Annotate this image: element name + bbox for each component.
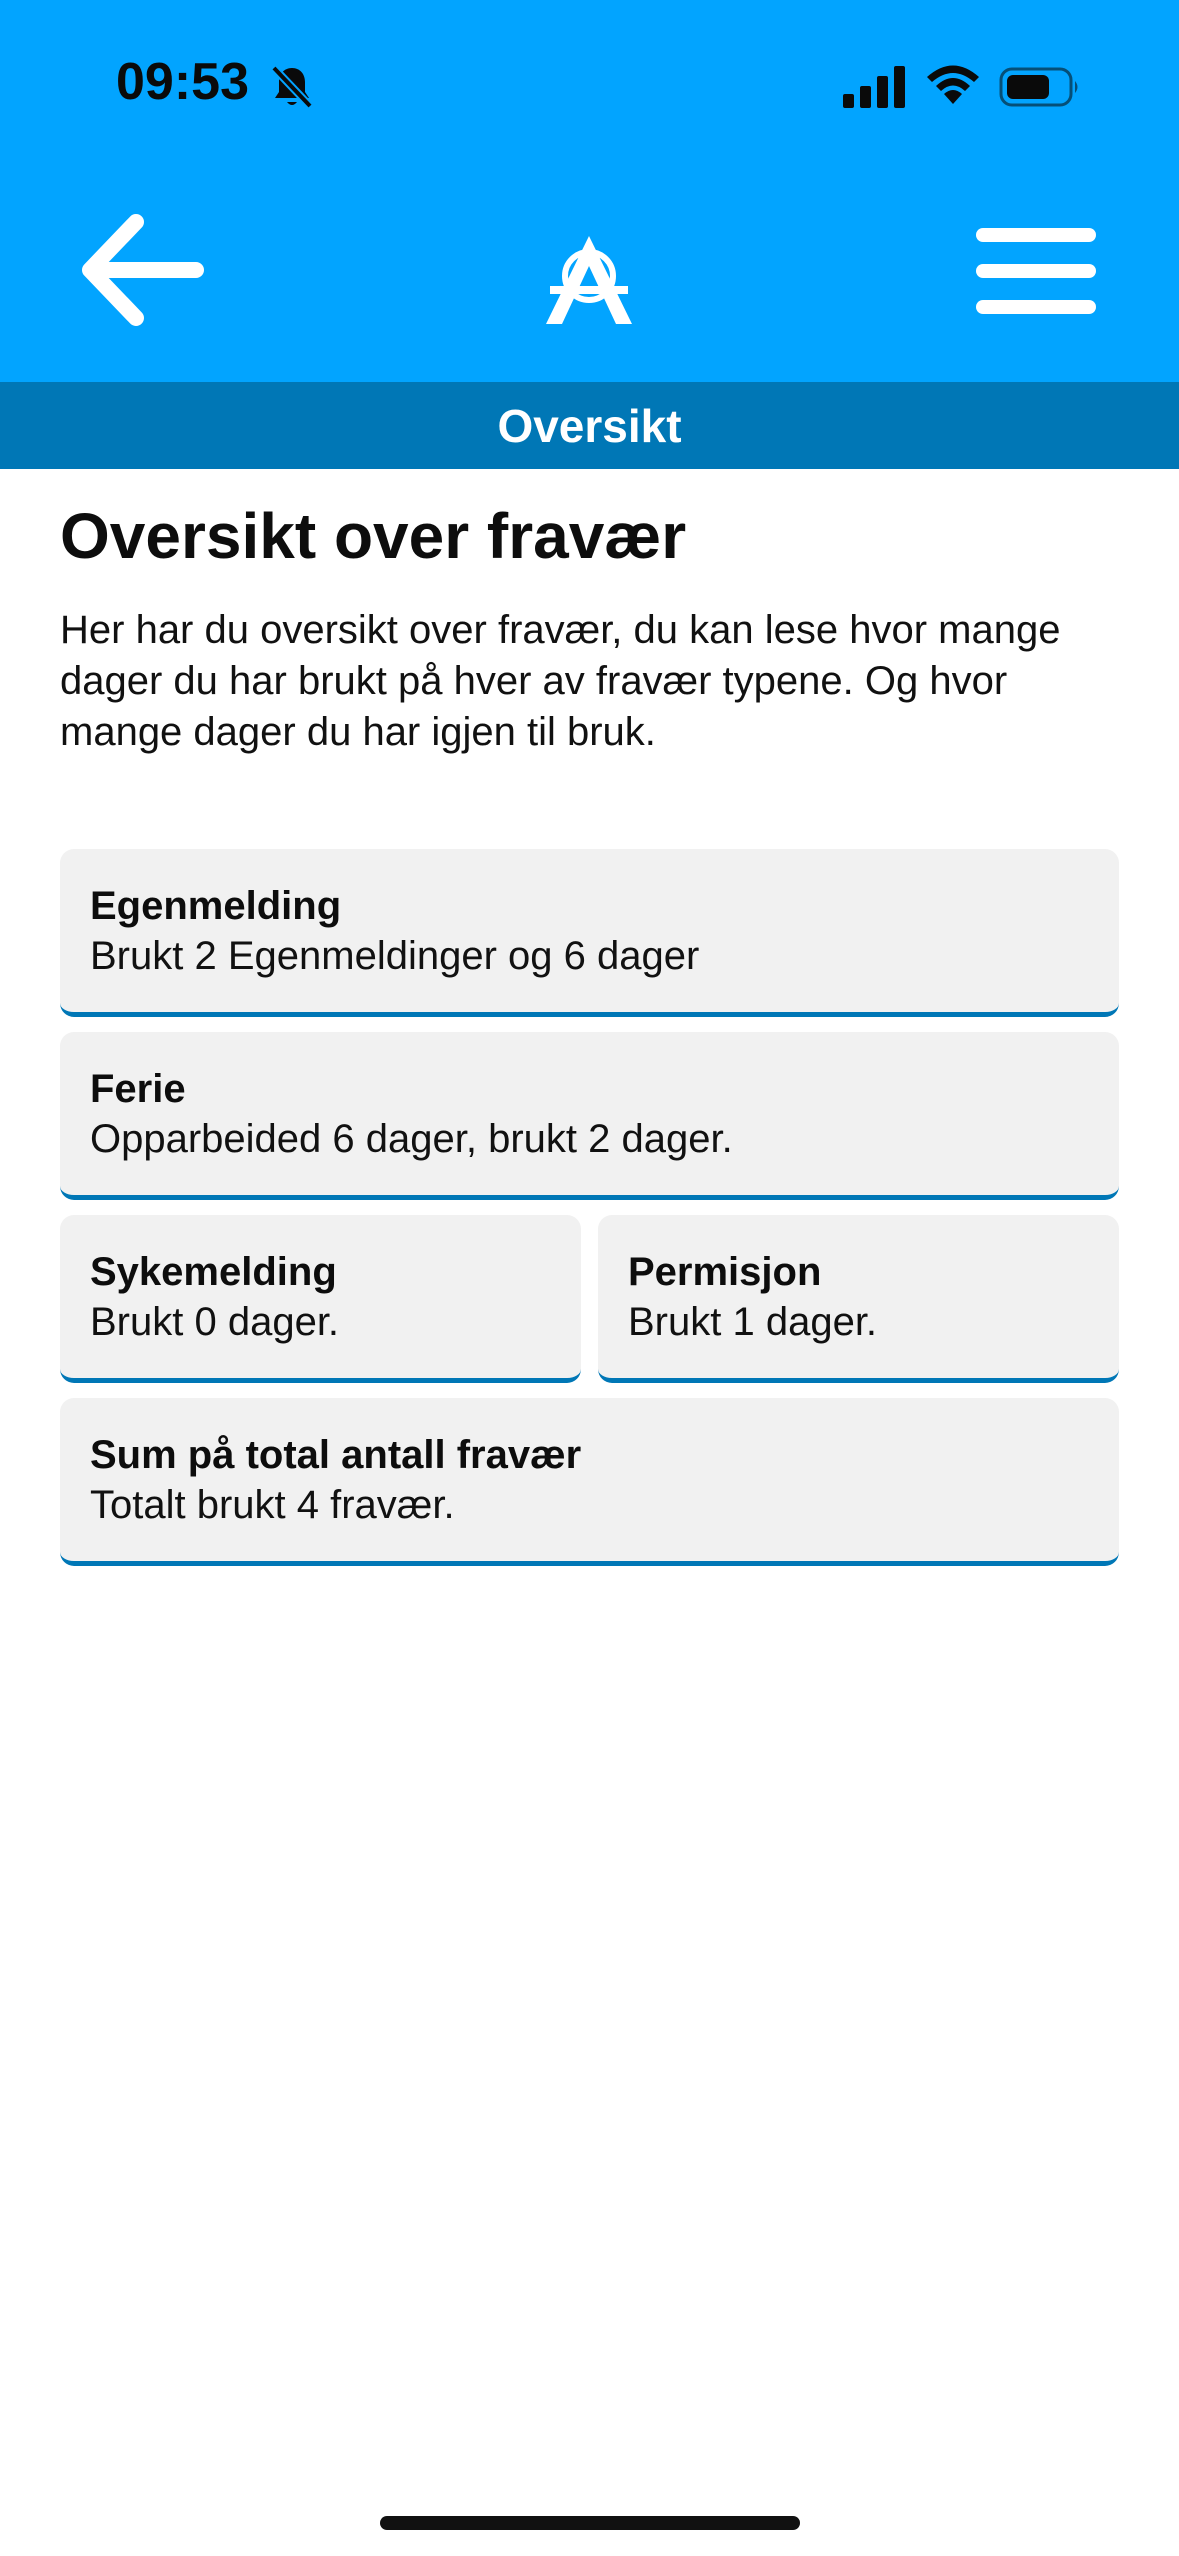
card-text: Totalt brukt 4 fravær. bbox=[90, 1483, 455, 1527]
page-title: Oversikt over fravær bbox=[60, 500, 687, 572]
subheader-title: Oversikt bbox=[497, 399, 682, 452]
card-permisjon[interactable] bbox=[598, 1215, 1119, 1383]
card-ferie[interactable] bbox=[60, 1032, 1119, 1200]
back-button[interactable] bbox=[80, 212, 204, 328]
card-title: Ferie bbox=[90, 1067, 186, 1111]
bell-slash-icon bbox=[270, 64, 314, 110]
card-egenmelding[interactable] bbox=[60, 849, 1119, 1017]
card-sykemelding[interactable] bbox=[60, 1215, 581, 1383]
app-logo-icon bbox=[540, 230, 638, 328]
intro-text: Her har du oversikt over fravær, du kan lese hvor mange dager du har brukt på hver av fravær typene. Og hvor mange dager du har igjen til bruk. bbox=[60, 608, 1061, 754]
card-title: Sykemelding bbox=[90, 1250, 337, 1294]
card-title: Permisjon bbox=[628, 1250, 822, 1294]
card-sum-total[interactable] bbox=[60, 1398, 1119, 1566]
card-text: Opparbeided 6 dager, brukt 2 dager. bbox=[90, 1117, 733, 1161]
card-text: Brukt 0 dager. bbox=[90, 1300, 340, 1344]
card-title: Egenmelding bbox=[90, 884, 342, 928]
wifi-icon bbox=[924, 62, 982, 108]
card-title: Sum på total antall fravær bbox=[90, 1433, 582, 1477]
battery-icon bbox=[999, 66, 1081, 108]
home-indicator[interactable] bbox=[380, 2516, 800, 2530]
card-text: Brukt 1 dager. bbox=[628, 1300, 878, 1344]
card-text: Brukt 2 Egenmeldinger og 6 dager bbox=[90, 934, 700, 978]
status-time: 09:53 bbox=[116, 53, 249, 111]
header bbox=[0, 0, 1179, 382]
hamburger-menu-icon[interactable] bbox=[972, 224, 1100, 318]
cellular-signal-icon bbox=[843, 66, 907, 108]
page-subheader bbox=[0, 382, 1179, 469]
